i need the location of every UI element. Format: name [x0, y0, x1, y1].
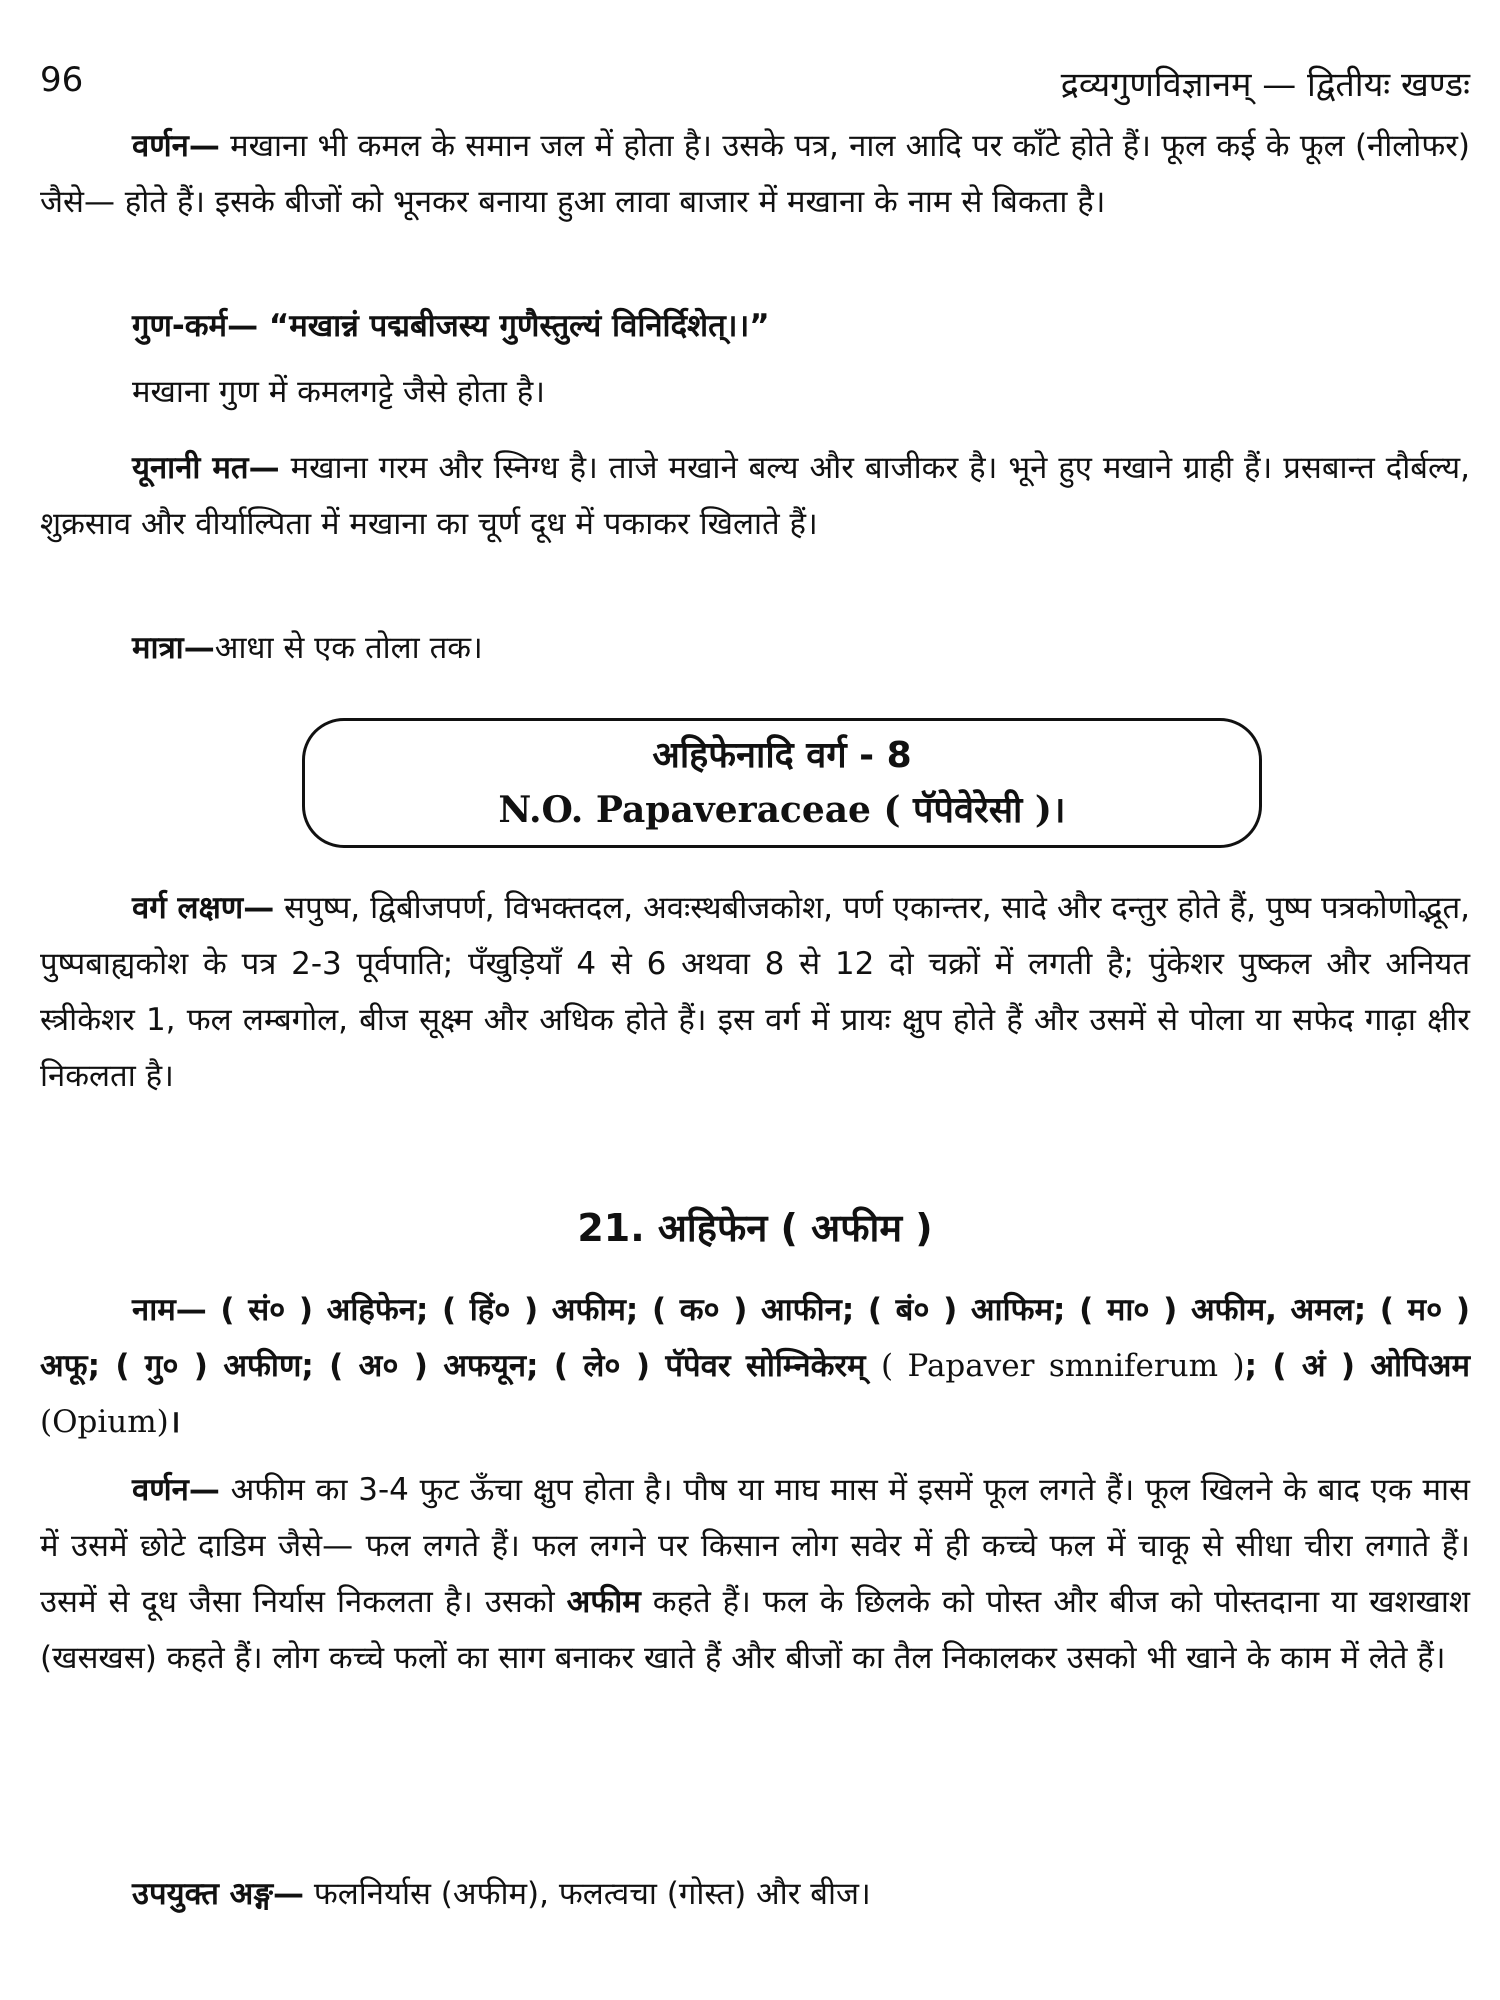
running-title: द्रव्यगुणविज्ञानम् — द्वितीयः खण्डः [1060, 65, 1470, 105]
makhana-gunkarm-text: मखाना गुण में कमलगट्टे जैसे होता है। [132, 374, 546, 410]
ahiphen-varnan-bold: अफीम [566, 1584, 641, 1620]
ahiphen-upyukt-paragraph [40, 1866, 1470, 1922]
makhana-gunkarm-shloka: “मखान्नं पद्मबीजस्य गुणैस्तुल्यं विनिर्दिशेत्।।” [258, 308, 770, 344]
makhana-varnan-label: वर्णन— [132, 128, 220, 164]
ahiphen-upyukt-label: उपयुक्त अङ्ग— [132, 1876, 304, 1912]
makhana-varnan-paragraph [40, 118, 1470, 230]
varga-title-box [302, 718, 1262, 848]
makhana-unani-label: यूनानी मत— [132, 450, 280, 486]
makhana-gunkarm-paragraph [40, 298, 1470, 354]
ahiphen-varnan-paragraph [40, 1462, 1470, 1686]
page-header [40, 60, 1470, 110]
ahiphen-varnan-text-1: अफीम का 3-4 फुट ऊँचा क्षुप होता है। पौष या माघ मास में इसमें फूल लगते हैं। फूल खिलने के बाद एक मास में उसमें छोटे दाडिम जैसे— फल लगते हैं। फल लगने पर किसान लोग सवेर में ही कच्चे फल में चाकू से सीधा चीरा लगाते हैं। उसमें से दूध जैसा निर्यास निकलता है। उसको [40, 1472, 1470, 1620]
varga-botanical-order: N.O. Papaveraceae ( पॅपेवेरेसी )। [498, 789, 1066, 831]
varga-lakshan-label: वर्ग लक्षण— [132, 890, 275, 926]
varga-title: अहिफेनादि वर्ग - 8 [652, 735, 912, 776]
ahiphen-varnan-label: वर्णन— [132, 1472, 220, 1508]
ahiphen-english-name: (Opium) [40, 1404, 169, 1440]
page-number: 96 [40, 60, 84, 100]
makhana-unani-text: मखाना गरम और स्निग्ध है। ताजे मखाने बल्य और बाजीकर है। भूने हुए मखाने ग्राही हैं। प्रसबान्त दौर्बल्य, शुक्रसाव और वीर्याल्पिता में मखाना का चूर्ण दूध में पकाकर खिलाते हैं। [40, 450, 1470, 542]
ahiphen-latin-name: ( Papaver smniferum ) [880, 1348, 1245, 1384]
ahiphen-upyukt-text: फलनिर्यास (अफीम), फलत्वचा (गोस्त) और बीज। [303, 1876, 871, 1912]
ahiphen-naam-text: ( सं० ) अहिफेन; ( हिं० ) अफीम; ( क० ) आफीन; ( बं० ) आफिम; ( मा० ) अफीम, अमल; ( म० ) अफू; ( गु० ) अफीण; ( अ० ) अफयून; ( ले० ) पॅपेवर सोम्निकेरम् [40, 1292, 1470, 1384]
makhana-matra-paragraph [40, 620, 1470, 676]
makhana-matra-text: आधा से एक तोला तक। [214, 630, 483, 666]
ahiphen-naam-label: नाम— [132, 1292, 207, 1328]
ahiphen-heading: 21. अहिफेन ( अफीम ) [577, 1206, 933, 1250]
makhana-unani-paragraph [40, 440, 1470, 552]
makhana-matra-label: मात्रा— [132, 630, 215, 666]
makhana-varnan-text: मखाना भी कमल के समान जल में होता है। उसके पत्र, नाल आदि पर काँटे होते हैं। फूल कई के फूल (नीलोफर) जैसे— होते हैं। इसके बीजों को भूनकर बनाया हुआ लावा बाजार में मखाना के नाम से बिकता है। [40, 128, 1470, 220]
ahiphen-naam-end: । [168, 1404, 181, 1440]
ahiphen-english-label: ; ( अं ) ओपिअम [1244, 1348, 1470, 1384]
varga-lakshan-text: सपुष्प, द्विबीजपर्ण, विभक्तदल, अवःस्थबीजकोश, पर्ण एकान्तर, सादे और दन्तुर होते हैं, पुष्प पत्रकोणोद्भूत, पुष्पबाह्यकोश के पत्र 2-3 पूर्वपाति; पँखुड़ियाँ 4 से 6 अथवा 8 से 12 दो चक्रों में लगती है; पुंकेशर पुष्कल और अनियत स्त्रीकेशर 1, फल लम्बगोल, बीज सूक्ष्म और अधिक होते हैं। इस वर्ग में प्रायः क्षुप होते हैं और उसमें से पोला या सफेद गाढ़ा क्षीर निकलता है। [40, 890, 1471, 1094]
ahiphen-varnan-text-2: कहते हैं। फल के छिलके को पोस्त और बीज को पोस्तदाना या खशखाश (खसखस) कहते हैं। लोग कच्चे फलों का साग बनाकर खाते हैं और बीजों का तैल निकालकर उसको भी खाने के काम में लेते हैं। [40, 1584, 1470, 1676]
ahiphen-naam-paragraph [40, 1282, 1470, 1450]
book-page [40, 0, 1470, 2000]
makhana-gunkarm-label: गुण-कर्म— [132, 308, 259, 344]
varga-lakshan-paragraph [40, 880, 1470, 1104]
